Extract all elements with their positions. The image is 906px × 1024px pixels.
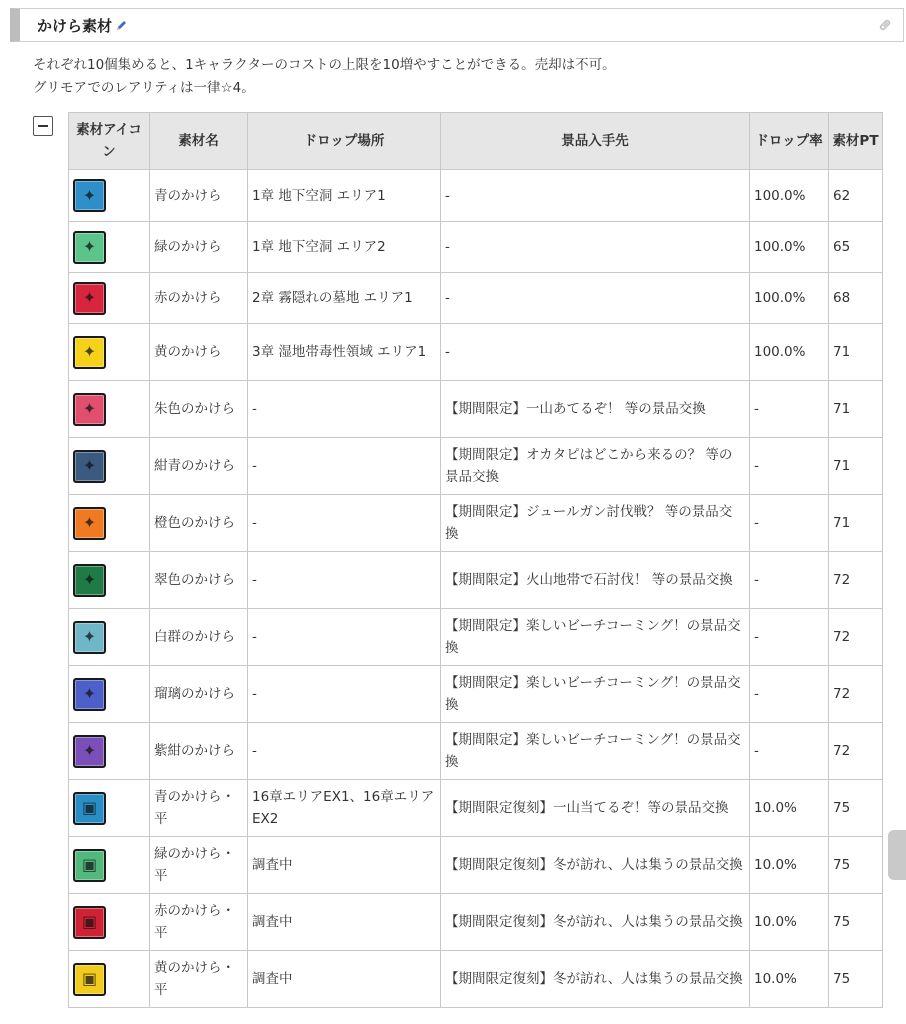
pencil-icon[interactable] — [115, 18, 128, 36]
material-name: 紺青のかけら — [150, 438, 248, 495]
drop-rate: 10.0% — [750, 780, 829, 837]
drop-rate: - — [750, 723, 829, 780]
fragment-glyph-icon: ✦ — [82, 288, 97, 307]
drop-rate: - — [750, 438, 829, 495]
material-icon-cell — [69, 438, 150, 495]
material-icon-cell — [69, 222, 150, 273]
link-icon[interactable] — [877, 17, 893, 37]
material-name: 赤のかけら・平 — [150, 894, 248, 951]
material-icon-cell — [69, 837, 150, 894]
fragment-glyph-icon: ✦ — [82, 185, 97, 205]
material-icon-cell — [69, 170, 150, 222]
section-title-text: かけら素材 — [37, 16, 113, 35]
section-title — [20, 15, 128, 36]
fragment-glyph-icon: ✦ — [82, 237, 97, 256]
drop-location: - — [248, 381, 441, 438]
drop-rate: 10.0% — [750, 837, 829, 894]
table-row — [69, 609, 883, 666]
material-pt: 71 — [829, 438, 883, 495]
material-name: 緑のかけら — [150, 222, 248, 273]
material-name: 黄のかけら・平 — [150, 951, 248, 1008]
material-icon-cell — [69, 381, 150, 438]
material-pt: 75 — [829, 780, 883, 837]
drop-location: - — [248, 495, 441, 552]
fragment-glyph-icon: ▣ — [81, 855, 98, 874]
prize-source: 【期間限定復刻】一山当てるぞ！等の景品交換 — [441, 780, 750, 837]
material-icon — [73, 963, 106, 996]
material-name: 赤のかけら — [150, 273, 248, 324]
material-pt: 71 — [829, 495, 883, 552]
material-icon — [73, 282, 106, 315]
material-name: 青のかけら — [150, 170, 248, 222]
prize-source: 【期間限定】ジュールガン討伐戦？ 等の景品交換 — [441, 495, 750, 552]
drop-rate: - — [750, 381, 829, 438]
prize-source: 【期間限定】一山あてるぞ！ 等の景品交換 — [441, 381, 750, 438]
table-row — [69, 780, 883, 837]
collapse-toggle-button[interactable] — [33, 116, 53, 136]
material-icon — [73, 735, 106, 768]
material-icon-cell — [69, 723, 150, 780]
material-icon — [73, 336, 106, 369]
material-name: 緑のかけら・平 — [150, 837, 248, 894]
drop-rate: - — [750, 609, 829, 666]
prize-source: - — [441, 273, 750, 324]
fragment-glyph-icon: ✦ — [82, 627, 97, 646]
table-row — [69, 837, 883, 894]
table-row — [69, 324, 883, 381]
drop-location: 調査中 — [248, 837, 441, 894]
material-name: 橙色のかけら — [150, 495, 248, 552]
material-icon-cell — [69, 951, 150, 1008]
material-pt: 72 — [829, 723, 883, 780]
material-icon — [73, 179, 106, 212]
material-icon-cell — [69, 666, 150, 723]
material-icon — [73, 792, 106, 825]
fragment-glyph-icon: ✦ — [82, 342, 97, 361]
fragment-glyph-icon: ▣ — [81, 798, 98, 817]
material-icon-cell — [69, 552, 150, 609]
material-icon — [73, 564, 106, 597]
material-pt: 65 — [829, 222, 883, 273]
prize-source: 【期間限定】楽しいビーチコーミング！の景品交換 — [441, 723, 750, 780]
prize-source: - — [441, 324, 750, 381]
material-icon-cell — [69, 324, 150, 381]
drop-location: 16章エリアEX1、16章エリアEX2 — [248, 780, 441, 837]
material-icon-cell — [69, 609, 150, 666]
intro-line-2: グリモアでのレアリティは一律☆4。 — [33, 80, 255, 96]
material-pt: 71 — [829, 381, 883, 438]
drop-location: 調査中 — [248, 951, 441, 1008]
drop-location: - — [248, 552, 441, 609]
drop-location: 3章 湿地帯毒性領域 エリア1 — [248, 324, 441, 381]
drop-location: 1章 地下空洞 エリア1 — [248, 170, 441, 222]
prize-source: 【期間限定復刻】冬が訪れ、人は集うの景品交換 — [441, 894, 750, 951]
material-pt: 72 — [829, 666, 883, 723]
drop-rate: 10.0% — [750, 894, 829, 951]
material-name: 白群のかけら — [150, 609, 248, 666]
material-name: 紫紺のかけら — [150, 723, 248, 780]
material-name: 黄のかけら — [150, 324, 248, 381]
material-pt: 68 — [829, 273, 883, 324]
material-icon-cell — [69, 780, 150, 837]
drop-rate: 100.0% — [750, 273, 829, 324]
material-pt: 72 — [829, 552, 883, 609]
fragment-glyph-icon: ✦ — [82, 456, 97, 475]
table-row — [69, 438, 883, 495]
fragment-glyph-icon: ✦ — [82, 399, 97, 418]
drop-rate: 10.0% — [750, 951, 829, 1008]
table-header-row — [69, 113, 883, 170]
drop-location: - — [248, 723, 441, 780]
prize-source: 【期間限定】オカタピはどこから来るの？ 等の景品交換 — [441, 438, 750, 495]
prize-source: - — [441, 170, 750, 222]
material-pt: 62 — [829, 170, 883, 222]
fragment-glyph-icon: ▣ — [81, 912, 98, 931]
fragment-glyph-icon: ✦ — [82, 741, 97, 760]
header-name: 素材名 — [150, 113, 248, 170]
drop-location: 1章 地下空洞 エリア2 — [248, 222, 441, 273]
table-row — [69, 273, 883, 324]
material-name: 瑠璃のかけら — [150, 666, 248, 723]
drop-rate: - — [750, 666, 829, 723]
material-pt: 75 — [829, 894, 883, 951]
header-icon: 素材アイコン — [69, 113, 150, 170]
table-row — [69, 170, 883, 222]
material-name: 朱色のかけら — [150, 381, 248, 438]
material-pt: 75 — [829, 951, 883, 1008]
material-icon — [73, 450, 106, 483]
prize-source: 【期間限定】楽しいビーチコーミング！の景品交換 — [441, 609, 750, 666]
fragment-glyph-icon: ✦ — [82, 684, 97, 703]
prize-source: 【期間限定復刻】冬が訪れ、人は集うの景品交換 — [441, 837, 750, 894]
material-icon — [73, 678, 106, 711]
prize-source: - — [441, 222, 750, 273]
material-icon-cell — [69, 894, 150, 951]
table-row — [69, 495, 883, 552]
drop-rate: 100.0% — [750, 170, 829, 222]
header-drop-rate: ドロップ率 — [750, 113, 829, 170]
table-row — [69, 951, 883, 1008]
prize-source: 【期間限定】楽しいビーチコーミング！の景品交換 — [441, 666, 750, 723]
prize-source: 【期間限定】火山地帯で石討伐！ 等の景品交換 — [441, 552, 750, 609]
table-row — [69, 222, 883, 273]
material-pt: 75 — [829, 837, 883, 894]
table-row — [69, 723, 883, 780]
section-header — [10, 8, 904, 42]
material-pt: 71 — [829, 324, 883, 381]
prize-source: 【期間限定復刻】冬が訪れ、人は集うの景品交換 — [441, 951, 750, 1008]
materials-table — [68, 112, 883, 1008]
header-drop-location: ドロップ場所 — [248, 113, 441, 170]
drop-location: 調査中 — [248, 894, 441, 951]
fragment-glyph-icon: ▣ — [81, 969, 98, 988]
drop-rate: - — [750, 495, 829, 552]
side-scroll-tab[interactable] — [888, 830, 906, 880]
drop-rate: 100.0% — [750, 324, 829, 381]
material-icon-cell — [69, 495, 150, 552]
material-name: 翠色のかけら — [150, 552, 248, 609]
material-icon — [73, 849, 106, 882]
header-prize-source: 景品入手先 — [441, 113, 750, 170]
intro-text — [33, 54, 616, 100]
intro-line-1: それぞれ10個集めると、1キャラクターのコストの上限を10増やすことができる。売却は不可。 — [33, 57, 616, 73]
drop-rate: 100.0% — [750, 222, 829, 273]
header-material-pt: 素材PT — [829, 113, 883, 170]
minus-icon — [38, 125, 48, 127]
material-icon-cell — [69, 273, 150, 324]
material-name: 青のかけら・平 — [150, 780, 248, 837]
material-pt: 72 — [829, 609, 883, 666]
drop-location: - — [248, 438, 441, 495]
drop-rate: - — [750, 552, 829, 609]
material-icon — [73, 621, 106, 654]
drop-location: 2章 霧隠れの墓地 エリア1 — [248, 273, 441, 324]
fragment-glyph-icon: ✦ — [82, 513, 97, 532]
material-icon — [73, 906, 106, 939]
material-icon — [73, 507, 106, 540]
material-icon — [73, 393, 106, 426]
table-row — [69, 381, 883, 438]
table-row — [69, 552, 883, 609]
table-row — [69, 666, 883, 723]
material-icon — [73, 231, 106, 264]
fragment-glyph-icon: ✦ — [82, 570, 97, 589]
table-row — [69, 894, 883, 951]
drop-location: - — [248, 609, 441, 666]
drop-location: - — [248, 666, 441, 723]
